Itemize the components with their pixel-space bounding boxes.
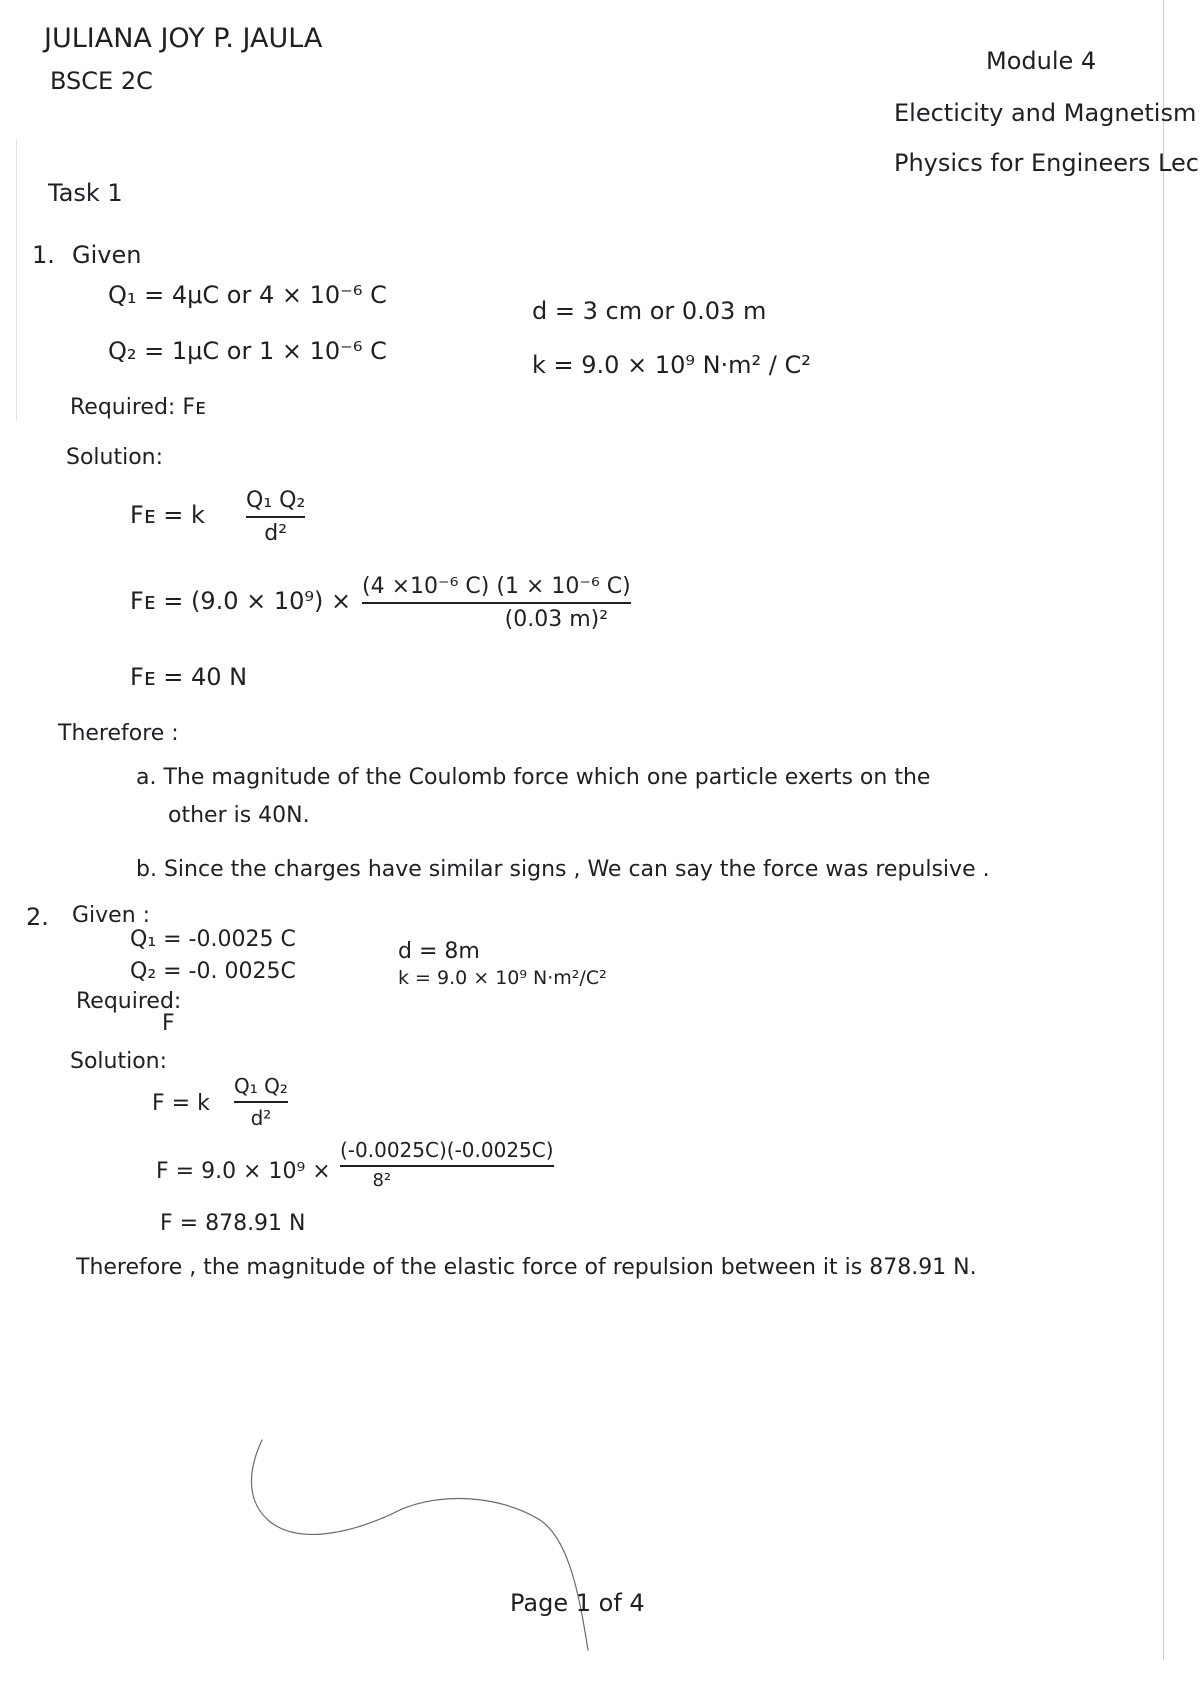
- problem-1-answer-a-line1: a. The magnitude of the Coulomb force which one particle exerts on the: [136, 765, 931, 790]
- problem-2-given-label: Given :: [72, 903, 151, 928]
- problem-1-eq1-numerator: Q₁ Q₂: [246, 488, 306, 513]
- problem-1-eq2-numerator: (4 ×10⁻⁶ C) (1 × 10⁻⁶ C): [362, 574, 631, 599]
- problem-2-required-label: Required:: [76, 989, 182, 1014]
- problem-1-q1: Q₁ = 4μC or 4 × 10⁻⁶ C: [108, 281, 387, 309]
- problem-2-eq2-denominator: 8²: [372, 1170, 392, 1191]
- problem-2-eq2-lhs: F = 9.0 × 10⁹ ×: [156, 1159, 331, 1184]
- problem-1-answer-b: b. Since the charges have similar signs , We can say the force was repulsive .: [136, 857, 990, 882]
- problem-1-eq2-denominator: (0.03 m)²: [504, 607, 609, 632]
- problem-2-result: F = 878.91 N: [160, 1211, 306, 1236]
- problem-2-required-value: F: [162, 1011, 175, 1036]
- page-number: Page 1 of 4: [510, 1589, 645, 1617]
- topic-label: Electicity and Magnetism: [894, 99, 1197, 127]
- module-label: Module 4: [986, 47, 1097, 75]
- student-name: JULIANA JOY P. JAULA: [44, 23, 323, 54]
- problem-2-eq1-denominator: d²: [250, 1106, 272, 1130]
- problem-1-answer-a-line2: other is 40N.: [168, 803, 310, 828]
- problem-1-distance: d = 3 cm or 0.03 m: [532, 297, 767, 325]
- problem-2-q2: Q₂ = -0. 0025C: [130, 959, 296, 984]
- problem-2-eq1-numerator: Q₁ Q₂: [234, 1074, 288, 1098]
- problem-1-q2: Q₂ = 1μC or 1 × 10⁻⁶ C: [108, 337, 387, 365]
- problem-1-eq1-denominator: d²: [264, 521, 288, 546]
- problem-2-number: 2.: [26, 903, 49, 931]
- problem-1-solution-label: Solution:: [66, 445, 164, 470]
- student-section: BSCE 2C: [50, 67, 153, 95]
- course-label: Physics for Engineers Lec: [894, 149, 1199, 177]
- problem-2-eq1-lhs: F = k: [152, 1091, 210, 1116]
- problem-1-given-label: Given: [72, 241, 142, 269]
- problem-1-therefore: Therefore :: [58, 721, 179, 746]
- problem-2-solution-label: Solution:: [70, 1049, 168, 1074]
- problem-2-therefore: Therefore , the magnitude of the elastic force of repulsion between it is 878.91 N.: [76, 1255, 977, 1280]
- task-title: Task 1: [48, 179, 123, 207]
- problem-2-constant: k = 9.0 × 10⁹ N·m²/C²: [398, 967, 607, 989]
- problem-2-distance: d = 8m: [398, 939, 480, 964]
- problem-2-q1: Q₁ = -0.0025 C: [130, 927, 296, 952]
- problem-1-number: 1.: [32, 241, 55, 269]
- problem-1-result: Fᴇ = 40 N: [130, 663, 248, 691]
- problem-1-constant: k = 9.0 × 10⁹ N·m² / C²: [532, 351, 811, 379]
- problem-1-eq2-lhs: Fᴇ = (9.0 × 10⁹) ×: [130, 587, 352, 615]
- problem-1-required: Required: Fᴇ: [70, 395, 206, 420]
- problem-1-eq1-lhs: Fᴇ = k: [130, 501, 205, 529]
- problem-2-eq2-numerator: (-0.0025C)(-0.0025C): [340, 1138, 554, 1162]
